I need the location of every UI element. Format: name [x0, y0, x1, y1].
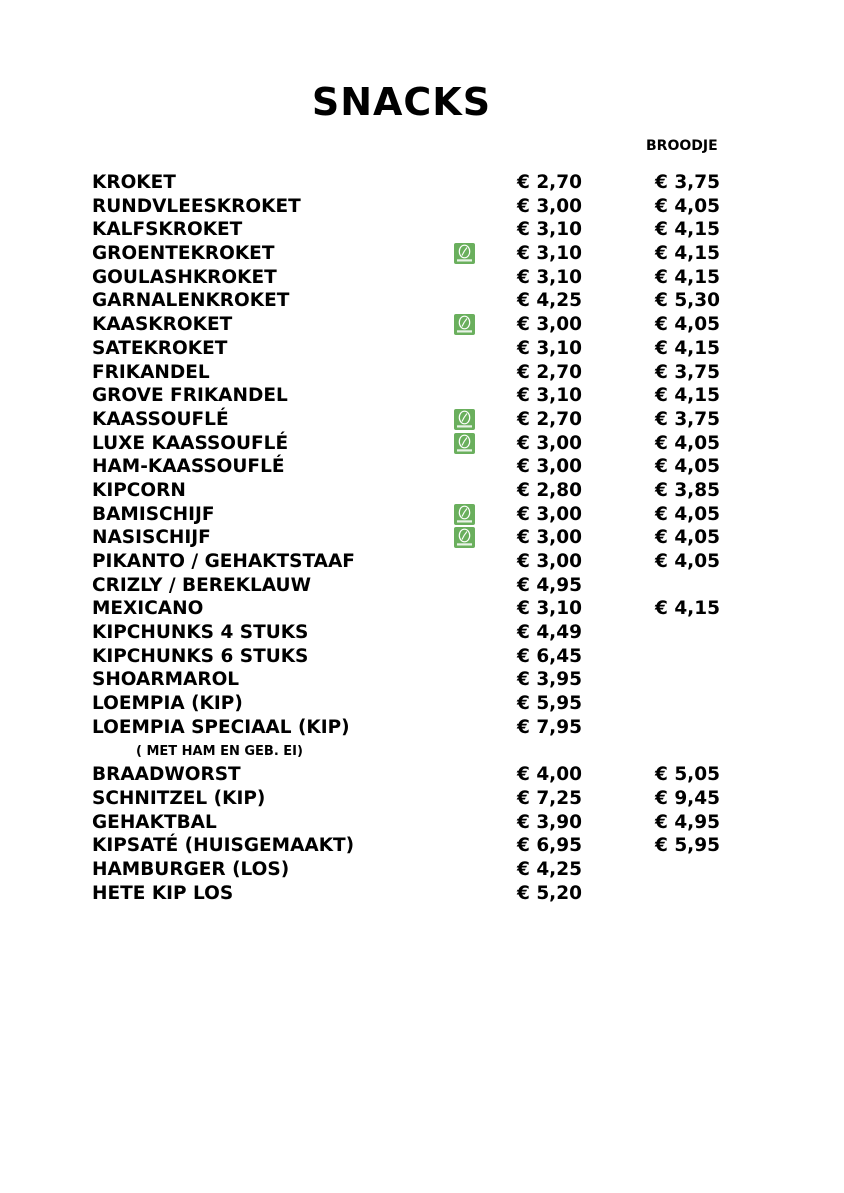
- item-price: € 4,00: [517, 764, 582, 786]
- item-price: € 2,70: [517, 361, 582, 383]
- item-broodje-price: € 5,30: [655, 290, 720, 312]
- menu-item: [0, 361, 844, 385]
- item-name: GARNALENKROKET: [92, 290, 290, 312]
- item-name: LOEMPIA SPECIAAL (KIP): [92, 716, 350, 738]
- item-price: € 3,00: [517, 314, 582, 336]
- item-name: SATEKROKET: [92, 337, 228, 359]
- item-price: € 5,20: [517, 882, 582, 904]
- menu-item: [0, 384, 844, 408]
- item-price: € 5,95: [517, 693, 582, 715]
- menu-item: [0, 455, 844, 479]
- item-broodje-price: € 4,15: [655, 385, 720, 407]
- item-name: LOEMPIA (KIP): [92, 693, 243, 715]
- menu-item: [0, 432, 844, 456]
- item-price: € 4,25: [517, 858, 582, 880]
- vegetarian-leaf-icon: [454, 433, 475, 454]
- item-broodje-price: € 4,05: [655, 456, 720, 478]
- item-broodje-price: € 4,15: [655, 598, 720, 620]
- item-price: € 3,00: [517, 456, 582, 478]
- menu-item: [0, 645, 844, 669]
- menu-item: [0, 668, 844, 692]
- item-broodje-price: € 4,15: [655, 219, 720, 241]
- item-broodje-price: € 3,75: [655, 172, 720, 193]
- item-name: LUXE KAASSOUFLÉ: [92, 432, 289, 454]
- item-broodje-price: € 4,05: [655, 195, 720, 217]
- menu-item: [0, 218, 844, 242]
- item-name: KAASSOUFLÉ: [92, 408, 229, 430]
- menu-item: [0, 266, 844, 290]
- menu-item: [0, 479, 844, 503]
- item-name: KIPSATÉ (HUISGEMAAKT): [92, 835, 355, 857]
- item-name: KAASKROKET: [92, 314, 233, 336]
- menu-item: [0, 503, 844, 527]
- item-price: € 3,00: [517, 195, 582, 217]
- menu-item: [0, 408, 844, 432]
- menu-item-note-row: [0, 740, 844, 764]
- item-broodje-price: € 4,05: [655, 527, 720, 549]
- snack-menu-list: [0, 171, 844, 905]
- menu-item: [0, 763, 844, 787]
- menu-item: [0, 289, 844, 313]
- item-name: GEHAKTBAL: [92, 811, 217, 833]
- item-broodje-price: € 4,05: [655, 503, 720, 525]
- item-price: € 3,00: [517, 503, 582, 525]
- item-name: HETE KIP LOS: [92, 882, 234, 904]
- menu-item: [0, 787, 844, 811]
- menu-item: [0, 195, 844, 219]
- item-broodje-price: € 5,95: [655, 835, 720, 857]
- item-name: KALFSKROKET: [92, 219, 243, 241]
- menu-item: [0, 242, 844, 266]
- item-price: € 7,95: [517, 716, 582, 738]
- menu-item: [0, 858, 844, 882]
- item-name: KIPCHUNKS 6 STUKS: [92, 645, 309, 667]
- item-name: BAMISCHIJF: [92, 503, 215, 525]
- item-broodje-price: € 4,15: [655, 243, 720, 265]
- item-name: BRAADWORST: [92, 764, 241, 786]
- item-price: € 3,10: [517, 243, 582, 265]
- item-name: NASISCHIJF: [92, 527, 211, 549]
- broodje-column-header: BROODJE: [646, 138, 718, 154]
- item-price: € 3,10: [517, 266, 582, 288]
- item-price: € 3,10: [517, 337, 582, 359]
- item-broodje-price: € 3,75: [655, 361, 720, 383]
- vegetarian-leaf-icon: [454, 409, 475, 430]
- item-price: € 2,70: [517, 172, 582, 193]
- vegetarian-leaf-icon: [454, 243, 475, 264]
- menu-item: [0, 811, 844, 835]
- item-broodje-price: € 5,05: [655, 764, 720, 786]
- item-name: PIKANTO / GEHAKTSTAAF: [92, 551, 355, 572]
- item-price: € 3,00: [517, 527, 582, 549]
- item-name: KIPCORN: [92, 479, 186, 501]
- menu-item: [0, 574, 844, 598]
- item-price: € 7,25: [517, 787, 582, 809]
- menu-item: [0, 834, 844, 858]
- item-broodje-price: € 4,05: [655, 314, 720, 336]
- vegetarian-leaf-icon: [454, 527, 475, 548]
- item-name: RUNDVLEESKROKET: [92, 195, 301, 217]
- item-name: GROVE FRIKANDEL: [92, 385, 288, 407]
- item-broodje-price: € 3,85: [655, 479, 720, 501]
- vegetarian-leaf-icon: [454, 504, 475, 525]
- menu-item: [0, 716, 844, 740]
- item-price: € 6,95: [517, 835, 582, 857]
- menu-item: [0, 882, 844, 906]
- item-price: € 3,00: [517, 432, 582, 454]
- item-name: GROENTEKROKET: [92, 243, 275, 265]
- item-broodje-price: € 4,15: [655, 266, 720, 288]
- item-name: KROKET: [92, 172, 176, 193]
- item-broodje-price: € 4,95: [655, 811, 720, 833]
- item-name: FRIKANDEL: [92, 361, 210, 383]
- item-price: € 4,25: [517, 290, 582, 312]
- item-price: € 2,70: [517, 408, 582, 430]
- menu-item: [0, 526, 844, 550]
- menu-item: [0, 337, 844, 361]
- item-name: MEXICANO: [92, 598, 204, 620]
- item-name: SHOARMAROL: [92, 669, 240, 691]
- page-title: SNACKS: [311, 80, 492, 124]
- item-broodje-price: € 4,05: [655, 432, 720, 454]
- item-price: € 3,00: [517, 551, 582, 572]
- item-name: HAMBURGER (LOS): [92, 858, 290, 880]
- menu-item: [0, 171, 844, 195]
- menu-item: [0, 621, 844, 645]
- item-name: GOULASHKROKET: [92, 266, 277, 288]
- item-broodje-price: € 3,75: [655, 408, 720, 430]
- item-price: € 4,49: [517, 622, 582, 644]
- item-price: € 4,95: [517, 574, 582, 596]
- menu-item: [0, 313, 844, 337]
- item-broodje-price: € 4,15: [655, 337, 720, 359]
- item-broodje-price: € 4,05: [655, 551, 720, 572]
- item-price: € 3,10: [517, 385, 582, 407]
- item-price: € 6,45: [517, 645, 582, 667]
- item-name: KIPCHUNKS 4 STUKS: [92, 622, 309, 644]
- item-note: ( MET HAM EN GEB. EI): [136, 743, 303, 759]
- menu-item: [0, 550, 844, 574]
- item-price: € 3,10: [517, 598, 582, 620]
- item-name: SCHNITZEL (KIP): [92, 787, 266, 809]
- item-name: HAM-KAASSOUFLÉ: [92, 456, 285, 478]
- item-price: € 3,90: [517, 811, 582, 833]
- menu-item: [0, 597, 844, 621]
- item-price: € 3,95: [517, 669, 582, 691]
- item-broodje-price: € 9,45: [655, 787, 720, 809]
- item-name: CRIZLY / BEREKLAUW: [92, 574, 311, 596]
- menu-item: [0, 692, 844, 716]
- vegetarian-leaf-icon: [454, 314, 475, 335]
- item-price: € 2,80: [517, 479, 582, 501]
- item-price: € 3,10: [517, 219, 582, 241]
